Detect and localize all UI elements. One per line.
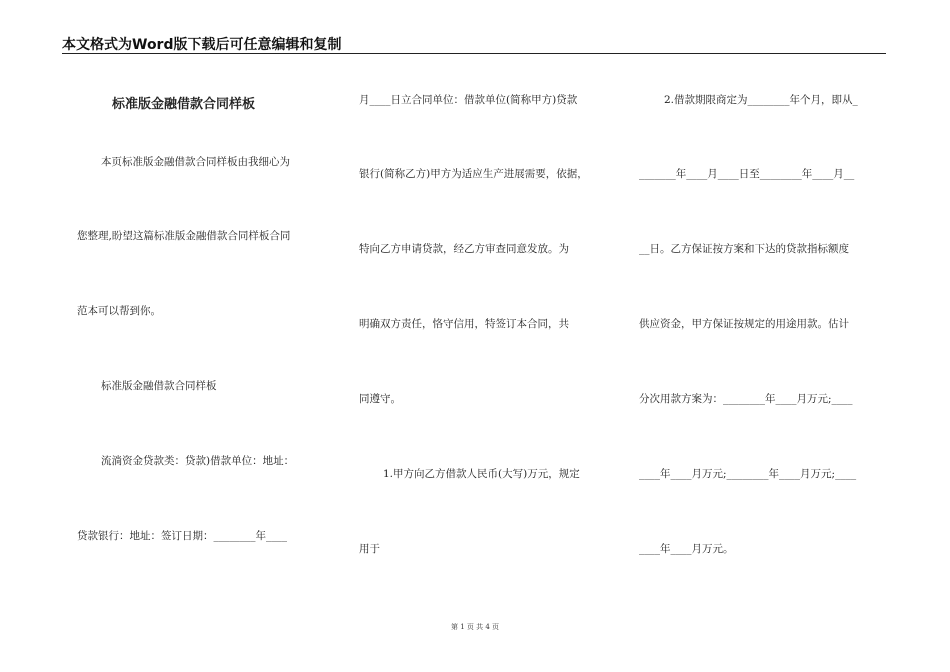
text-line: ____年____月万元;________年____月万元;____ xyxy=(639,468,857,480)
text-line: 特向乙方申请贷款，经乙方审查同意发放。为 xyxy=(359,243,569,255)
text-line: 明确双方责任，恪守信用，特签订本合同，共 xyxy=(359,318,569,330)
text-line: 标准版金融借款合同样板 xyxy=(101,380,217,392)
text-line: __日。乙方保证按方案和下达的贷款指标额度 xyxy=(639,243,849,255)
text-line: 2.借款期限商定为________年个月，即从_ xyxy=(664,94,858,106)
text-line: 您整理,盼望这篇标准版金融借款合同样板合同 xyxy=(77,230,291,242)
text-line: 同遵守。 xyxy=(359,393,401,405)
document-title: 标准版金融借款合同样板 xyxy=(112,97,256,112)
text-line: 用于 xyxy=(359,543,380,555)
text-line: 流淌资金贷款类：贷款)借款单位：地址： xyxy=(101,455,295,467)
text-line: 范本可以帮到你。 xyxy=(77,305,161,317)
text-line: ____年____月万元。 xyxy=(639,543,734,555)
text-line: 分次用款方案为：________年____月万元;____ xyxy=(639,393,853,405)
header-title: 本文格式为Word版下载后可任意编辑和复制 xyxy=(62,37,342,53)
header-divider xyxy=(62,53,886,54)
page-indicator: 第 1 页 共 4 页 xyxy=(450,623,500,631)
text-line: 银行(简称乙方)甲方为适应生产进展需要，依据， xyxy=(359,168,588,180)
text-line: 本页标准版金融借款合同样板由我细心为 xyxy=(101,156,290,168)
text-line: 贷款银行：地址：签订日期：________年____ xyxy=(77,530,287,542)
text-line: 1.甲方向乙方借款人民币(大写)万元，规定 xyxy=(383,468,580,480)
text-line: 供应资金，甲方保证按规定的用途用款。估计 xyxy=(639,318,849,330)
text-line: 月____日立合同单位：借款单位(简称甲方)贷款 xyxy=(359,94,578,106)
text-line: _______年____月____日至________年____月__ xyxy=(639,168,855,180)
